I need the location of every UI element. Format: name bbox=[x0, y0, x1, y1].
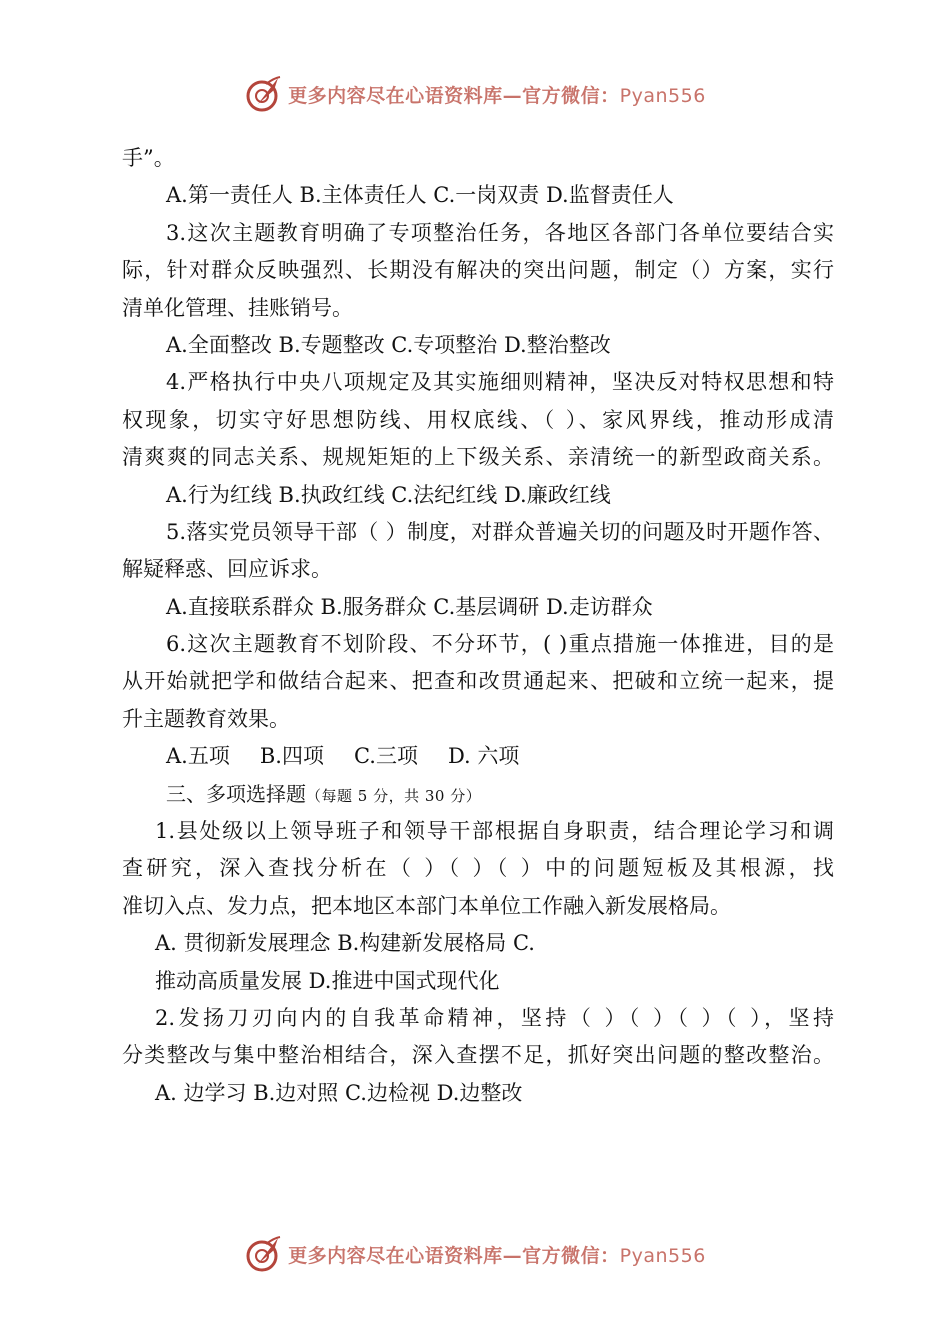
answer-options: A.直接联系群众 B.服务群众 C.基层调研 D.走访群众 bbox=[166, 594, 653, 619]
banner-text: 更多内容尽在心语资料库—官方微信：Pyan556 bbox=[288, 1244, 706, 1267]
wechat-id: Pyan556 bbox=[619, 1244, 706, 1267]
wechat-id: Pyan556 bbox=[619, 84, 706, 107]
section-title: 三、多项选择题（每题 5 分，共 30 分） bbox=[166, 781, 482, 806]
text-line: 分类整改与集中整治相结合，深入查摆不足，抓好突出问题的整改整治。 bbox=[122, 1043, 834, 1068]
question-4: 4.严格执行中央八项规定及其实施细则精神，坚决反对特权思想和特 bbox=[166, 370, 834, 395]
answer-options: A.第一责任人 B.主体责任人 C.一岗双责 D.监督责任人 bbox=[166, 183, 674, 208]
text-line: 从开始就把学和做结合起来、把查和改贯通起来、把破和立统一起来，提 bbox=[122, 669, 834, 694]
answer-options: A.行为红线 B.执政红线 C.法纪红线 D.廉政红线 bbox=[166, 482, 611, 507]
answer-options: A. 边学习 B.边对照 C.边检视 D.边整改 bbox=[155, 1080, 523, 1105]
text-line: 升主题教育效果。 bbox=[122, 706, 290, 731]
text-line: 清爽爽的同志关系、规规矩矩的上下级关系、亲清统一的新型政商关系。 bbox=[122, 445, 834, 470]
question-m1: 1.县处级以上领导班子和领导干部根据自身职责，结合理论学习和调 bbox=[155, 819, 834, 844]
text-line: 查研究，深入查找分析在（ ）（ ）（ ）中的问题短板及其根源，找 bbox=[122, 856, 834, 881]
banner-text: 更多内容尽在心语资料库—官方微信：Pyan556 bbox=[288, 84, 706, 107]
text-line: 权现象，切实守好思想防线、用权底线、（ ）、家风界线，推动形成清 bbox=[122, 407, 834, 432]
option-d: D. 六项 bbox=[447, 744, 520, 769]
option-a: A.五项 bbox=[166, 744, 230, 769]
option-c: C.三项 bbox=[353, 744, 418, 769]
text-line: 手”。 bbox=[122, 146, 175, 170]
quill-logo-icon bbox=[244, 74, 284, 114]
question-5: 5.落实党员领导干部（ ）制度，对群众普遍关切的问题及时开题作答、 bbox=[166, 519, 834, 544]
option-b: B.四项 bbox=[259, 744, 324, 769]
quill-logo-icon bbox=[244, 1234, 284, 1274]
text-line: 际，针对群众反映强烈、长期没有解决的突出问题，制定（）方案，实行 bbox=[122, 258, 834, 283]
question-6: 6.这次主题教育不划阶段、不分环节，( )重点措施一体推进，目的是 bbox=[166, 632, 834, 657]
question-m2: 2.发扬刀刃向内的自我革命精神，坚持（ ）（ ）（ ）（ ），坚持 bbox=[155, 1005, 834, 1030]
question-3: 3.这次主题教育明确了专项整治任务，各地区各部门各单位要结合实 bbox=[166, 220, 834, 245]
answer-options bbox=[122, 738, 834, 775]
answer-options: A. 贯彻新发展理念 B.构建新发展格局 C. bbox=[155, 931, 535, 956]
section-note: （每题 5 分，共 30 分） bbox=[306, 786, 482, 805]
text-line: 清单化管理、挂账销号。 bbox=[122, 295, 353, 320]
document-body bbox=[122, 140, 834, 1112]
answer-options: A.全面整改 B.专题整改 C.专项整治 D.整治整改 bbox=[166, 332, 611, 357]
text-line: 准切入点、发力点，把本地区本部门本单位工作融入新发展格局。 bbox=[122, 893, 731, 918]
footer-banner bbox=[0, 1232, 950, 1276]
header-banner bbox=[0, 72, 950, 116]
text-line: 解疑释惑、回应诉求。 bbox=[122, 557, 332, 582]
answer-options: 推动高质量发展 D.推进中国式现代化 bbox=[155, 968, 500, 993]
